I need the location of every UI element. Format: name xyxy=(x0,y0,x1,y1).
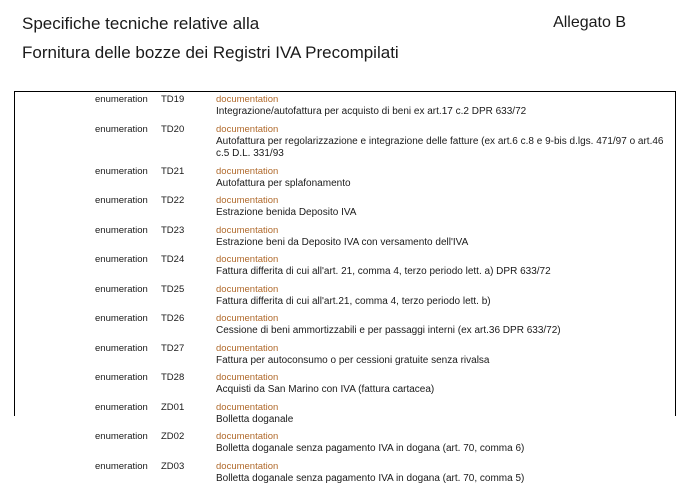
table-row xyxy=(15,252,675,282)
documentation-tag: documentation xyxy=(216,124,675,136)
row-gutter-2 xyxy=(29,400,93,430)
row-gutter-2 xyxy=(29,164,93,194)
documentation-tag: documentation xyxy=(216,402,675,414)
documentation-tag: documentation xyxy=(216,254,675,266)
row-code: TD20 xyxy=(161,122,213,164)
documentation-text: Integrazione/autofattura per acquisto di beni ex art.17 c.2 DPR 633/72 xyxy=(216,106,675,119)
row-gutter-1 xyxy=(15,429,29,459)
row-keyword: enumeration xyxy=(93,193,161,223)
page-title-line-2: Fornitura delle bozze dei Registri IVA Precompilati xyxy=(22,43,399,63)
row-description-cell xyxy=(213,429,675,459)
documentation-text: Fattura per autoconsumo o per cessioni gratuite senza rivalsa xyxy=(216,355,675,368)
row-keyword: enumeration xyxy=(93,400,161,430)
row-gutter-2 xyxy=(29,223,93,253)
table-row xyxy=(15,223,675,253)
row-keyword: enumeration xyxy=(93,311,161,341)
table-row xyxy=(15,92,675,122)
row-gutter-2 xyxy=(29,252,93,282)
row-gutter-1 xyxy=(15,311,29,341)
row-gutter-1 xyxy=(15,282,29,312)
row-gutter-1 xyxy=(15,193,29,223)
table-row xyxy=(15,400,675,430)
row-gutter-2 xyxy=(29,193,93,223)
documentation-text: Fattura differita di cui all'art. 21, comma 4, terzo periodo lett. a) DPR 633/72 xyxy=(216,266,675,279)
row-gutter-1 xyxy=(15,400,29,430)
documentation-tag: documentation xyxy=(216,225,675,237)
row-code: TD26 xyxy=(161,311,213,341)
enumeration-table-container xyxy=(14,91,676,416)
table-row xyxy=(15,370,675,400)
row-gutter-1 xyxy=(15,122,29,164)
documentation-text: Autofattura per regolarizzazione e integrazione delle fatture (ex art.6 c.8 e 9-bis d.lgs. 471/97 o art.46 c.5 D.L. 331/93 xyxy=(216,136,675,161)
documentation-tag: documentation xyxy=(216,94,675,106)
documentation-tag: documentation xyxy=(216,431,675,443)
row-description-cell xyxy=(213,311,675,341)
table-row xyxy=(15,429,675,459)
row-gutter-2 xyxy=(29,311,93,341)
documentation-tag: documentation xyxy=(216,343,675,355)
documentation-text: Bolletta doganale senza pagamento IVA in dogana (art. 70, comma 6) xyxy=(216,443,675,456)
documentation-text: Estrazione beni da Deposito IVA con versamento dell'IVA xyxy=(216,237,675,250)
row-code: TD27 xyxy=(161,341,213,371)
enumeration-table xyxy=(15,92,675,488)
row-gutter-2 xyxy=(29,370,93,400)
row-description-cell xyxy=(213,370,675,400)
row-code: TD22 xyxy=(161,193,213,223)
documentation-tag: documentation xyxy=(216,195,675,207)
table-row xyxy=(15,341,675,371)
document-header xyxy=(0,0,690,88)
row-keyword: enumeration xyxy=(93,164,161,194)
documentation-text: Acquisti da San Marino con IVA (fattura cartacea) xyxy=(216,384,675,397)
table-row xyxy=(15,282,675,312)
row-keyword: enumeration xyxy=(93,459,161,488)
row-gutter-1 xyxy=(15,252,29,282)
documentation-tag: documentation xyxy=(216,313,675,325)
documentation-tag: documentation xyxy=(216,372,675,384)
row-code: TD19 xyxy=(161,92,213,122)
table-row xyxy=(15,459,675,488)
row-keyword: enumeration xyxy=(93,429,161,459)
row-code: TD25 xyxy=(161,282,213,312)
documentation-tag: documentation xyxy=(216,461,675,473)
enumeration-table-body xyxy=(15,92,675,488)
table-row xyxy=(15,164,675,194)
row-gutter-1 xyxy=(15,341,29,371)
row-description-cell xyxy=(213,164,675,194)
row-code: ZD01 xyxy=(161,400,213,430)
row-description-cell xyxy=(213,193,675,223)
row-code: TD24 xyxy=(161,252,213,282)
row-description-cell xyxy=(213,252,675,282)
annex-label: Allegato B xyxy=(553,14,626,32)
row-description-cell xyxy=(213,341,675,371)
row-gutter-1 xyxy=(15,459,29,488)
documentation-tag: documentation xyxy=(216,284,675,296)
row-code: ZD02 xyxy=(161,429,213,459)
row-keyword: enumeration xyxy=(93,370,161,400)
row-gutter-1 xyxy=(15,223,29,253)
row-code: TD21 xyxy=(161,164,213,194)
documentation-text: Bolletta doganale xyxy=(216,414,675,427)
row-keyword: enumeration xyxy=(93,282,161,312)
row-gutter-2 xyxy=(29,429,93,459)
row-gutter-1 xyxy=(15,164,29,194)
row-description-cell xyxy=(213,400,675,430)
row-gutter-1 xyxy=(15,370,29,400)
row-keyword: enumeration xyxy=(93,341,161,371)
table-row xyxy=(15,193,675,223)
row-gutter-2 xyxy=(29,282,93,312)
row-keyword: enumeration xyxy=(93,223,161,253)
row-keyword: enumeration xyxy=(93,252,161,282)
row-keyword: enumeration xyxy=(93,92,161,122)
documentation-text: Fattura differita di cui all'art.21, comma 4, terzo periodo lett. b) xyxy=(216,296,675,309)
row-description-cell xyxy=(213,122,675,164)
row-code: TD23 xyxy=(161,223,213,253)
documentation-text: Bolletta doganale senza pagamento IVA in dogana (art. 70, comma 5) xyxy=(216,473,675,486)
row-description-cell xyxy=(213,223,675,253)
documentation-text: Cessione di beni ammortizzabili e per passaggi interni (ex art.36 DPR 633/72) xyxy=(216,325,675,338)
documentation-tag: documentation xyxy=(216,166,675,178)
row-gutter-2 xyxy=(29,459,93,488)
row-description-cell xyxy=(213,459,675,488)
row-gutter-1 xyxy=(15,92,29,122)
documentation-text: Estrazione benida Deposito IVA xyxy=(216,207,675,220)
table-row xyxy=(15,122,675,164)
row-keyword: enumeration xyxy=(93,122,161,164)
row-gutter-2 xyxy=(29,122,93,164)
page-title-line-1: Specifiche tecniche relative alla xyxy=(22,14,259,34)
row-code: TD28 xyxy=(161,370,213,400)
documentation-text: Autofattura per splafonamento xyxy=(216,178,675,191)
row-gutter-2 xyxy=(29,341,93,371)
row-code: ZD03 xyxy=(161,459,213,488)
row-gutter-2 xyxy=(29,92,93,122)
row-description-cell xyxy=(213,92,675,122)
table-row xyxy=(15,311,675,341)
row-description-cell xyxy=(213,282,675,312)
